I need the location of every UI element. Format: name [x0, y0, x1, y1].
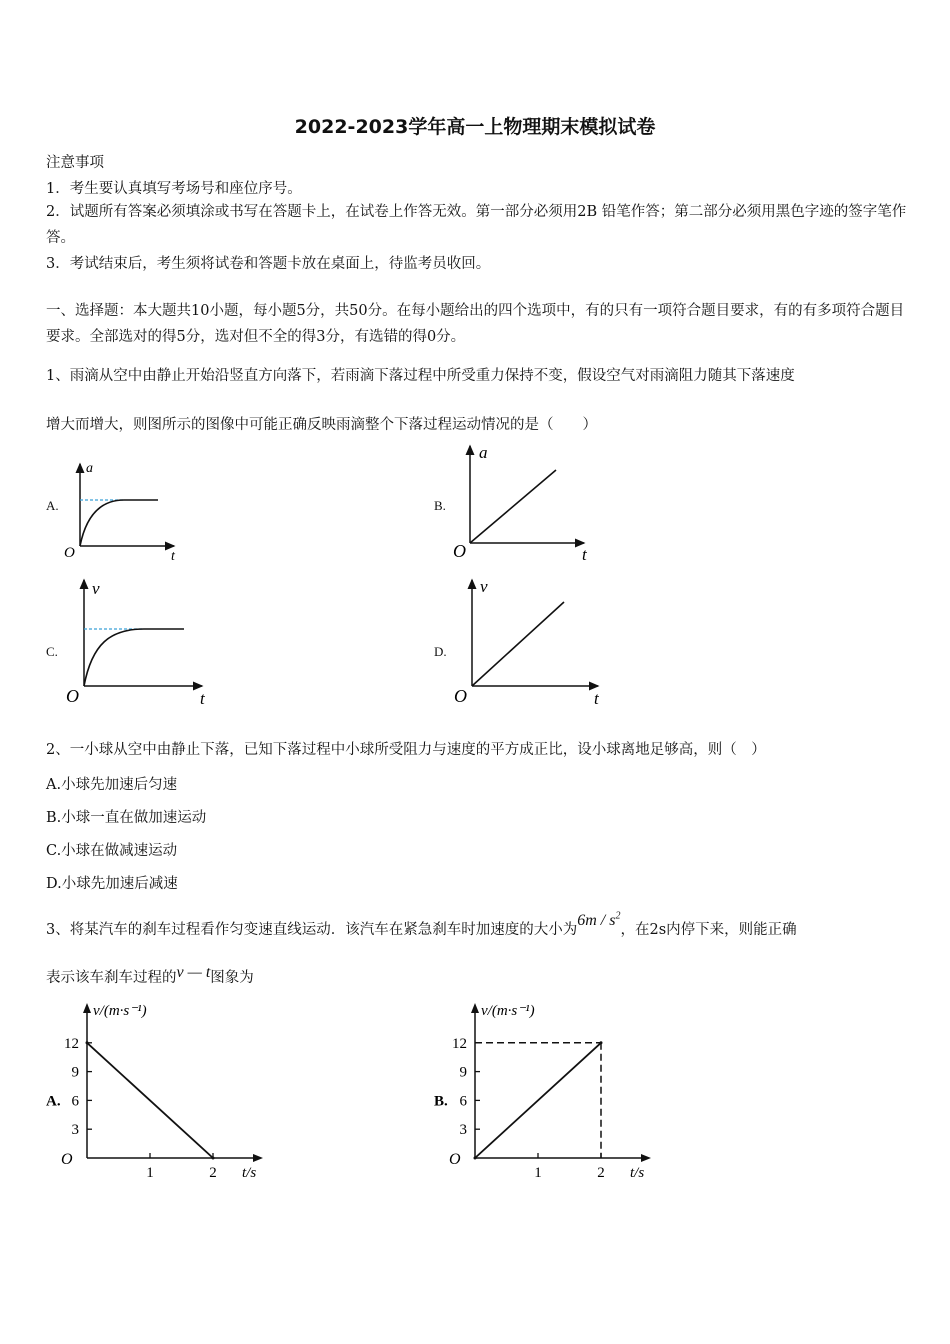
y-tick-label: 3 — [71, 1122, 79, 1139]
q1-option-a-label: A. — [46, 498, 59, 513]
q1-graph-c — [64, 572, 219, 712]
svg-text:O: O — [454, 686, 467, 706]
data-point — [474, 1157, 477, 1160]
svg-text:t: t — [594, 689, 599, 708]
y-tick-label: 6 — [71, 1093, 79, 1110]
notice-item-3: 3．考试结束后，考生须将试卷和答题卡放在桌面上，待监考员收回。 — [46, 256, 491, 272]
y-tick-label: 12 — [64, 1035, 79, 1052]
q1-option-d-label: D. — [434, 644, 447, 659]
x-tick-label: 2 — [209, 1165, 217, 1181]
origin-label: O — [61, 1151, 73, 1168]
origin-label: O — [449, 1151, 461, 1168]
svg-text:t: t — [582, 545, 587, 564]
q2-option-b: B.小球一直在做加速运动 — [46, 810, 207, 826]
q3-chart-a — [40, 995, 280, 1195]
vt-symbol: v — t — [176, 964, 211, 981]
q1-stem-line1: 1、雨滴从空中由静止开始沿竖直方向落下，若雨滴下落过程中所受重力保持不变，假设空气对雨滴阻力随其下落速度 — [46, 368, 795, 384]
notice-item-2: 2．试题所有答案必须填涂或书写在答题卡上，在试卷上作答无效。第一部分必须用2B 铅笔作答；第二部分必须用黑色字迹的签字笔作答。 — [46, 204, 907, 246]
option-label: B. — [434, 1093, 448, 1110]
acceleration-value: $6m / s^2$ — [577, 910, 621, 929]
notice-heading: 注意事项 — [46, 155, 104, 171]
y-tick-label: 9 — [71, 1064, 79, 1081]
page-title: 2022-2023学年高一上物理期末模拟试卷 — [294, 116, 656, 138]
x-axis-arrow — [641, 1154, 651, 1162]
q2-option-d: D.小球先加速后减速 — [46, 876, 178, 892]
q3-chart-b — [428, 995, 668, 1195]
y-tick-label: 6 — [459, 1093, 467, 1110]
origin-label: O — [64, 545, 75, 561]
x-axis-title: t/s — [630, 1165, 645, 1181]
x-axis-title: t/s — [242, 1165, 257, 1181]
q1-graph-b — [452, 440, 602, 570]
y-tick-label: 12 — [452, 1035, 467, 1052]
y-axis-label: a — [86, 461, 93, 476]
velocity-line — [475, 1043, 601, 1158]
q1-stem-line2: 增大而增大，则图所示的图像中可能正确反映雨滴整个下落过程运动情况的是（ ） — [46, 417, 597, 433]
svg-text:O: O — [453, 541, 466, 561]
q1-option-c-label: C. — [46, 644, 58, 659]
svg-text:v: v — [92, 579, 100, 598]
q2-option-a: A.小球先加速后匀速 — [46, 777, 178, 793]
x-axis-label: t — [171, 549, 175, 564]
x-tick-label: 2 — [597, 1165, 605, 1181]
q1-graph-a — [62, 458, 192, 568]
q3-stem-line2: 表示该车刹车过程的v — t图象为 — [46, 964, 254, 986]
x-tick-label: 1 — [146, 1165, 154, 1181]
velocity-line — [87, 1043, 213, 1158]
q2-stem: 2、一小球从空中由静止下落，已知下落过程中小球所受阻力与速度的平方成正比，设小球离地足够高，则（ ） — [46, 742, 766, 758]
svg-text:t: t — [200, 689, 205, 708]
notice-item-1: 1．考生要认真填写考场号和座位序号。 — [46, 181, 302, 197]
data-point — [212, 1157, 215, 1160]
y-axis-title: v/(m·s⁻¹) — [481, 1003, 535, 1019]
y-axis-arrow — [471, 1003, 479, 1013]
x-axis-arrow — [253, 1154, 263, 1162]
y-tick-label: 3 — [459, 1122, 467, 1139]
q1-option-b-label: B. — [434, 498, 446, 513]
q2-option-c: C.小球在做减速运动 — [46, 843, 178, 859]
q1-graph-d — [452, 572, 612, 712]
svg-text:a: a — [479, 443, 488, 462]
svg-text:v: v — [480, 577, 488, 596]
option-label: A. — [46, 1093, 61, 1110]
svg-text:O: O — [66, 686, 79, 706]
data-point — [86, 1041, 89, 1044]
q3-stem-line1: 3、将某汽车的刹车过程看作匀变速直线运动．该汽车在紧急刹车时加速度的大小为$6m / s^2$，在2s内停下来，则能正确 — [46, 910, 797, 938]
y-axis-arrow — [83, 1003, 91, 1013]
y-tick-label: 9 — [459, 1064, 467, 1081]
x-tick-label: 1 — [534, 1165, 542, 1181]
y-axis-title: v/(m·s⁻¹) — [93, 1003, 147, 1019]
section-heading: 一、选择题：本大题共10小题，每小题5分，共50分。在每小题给出的四个选项中，有的只有一项符合题目要求，有的有多项符合题目要求。全部选对的得5分，选对但不全的得3分，有选错的得0分。 — [46, 303, 905, 345]
